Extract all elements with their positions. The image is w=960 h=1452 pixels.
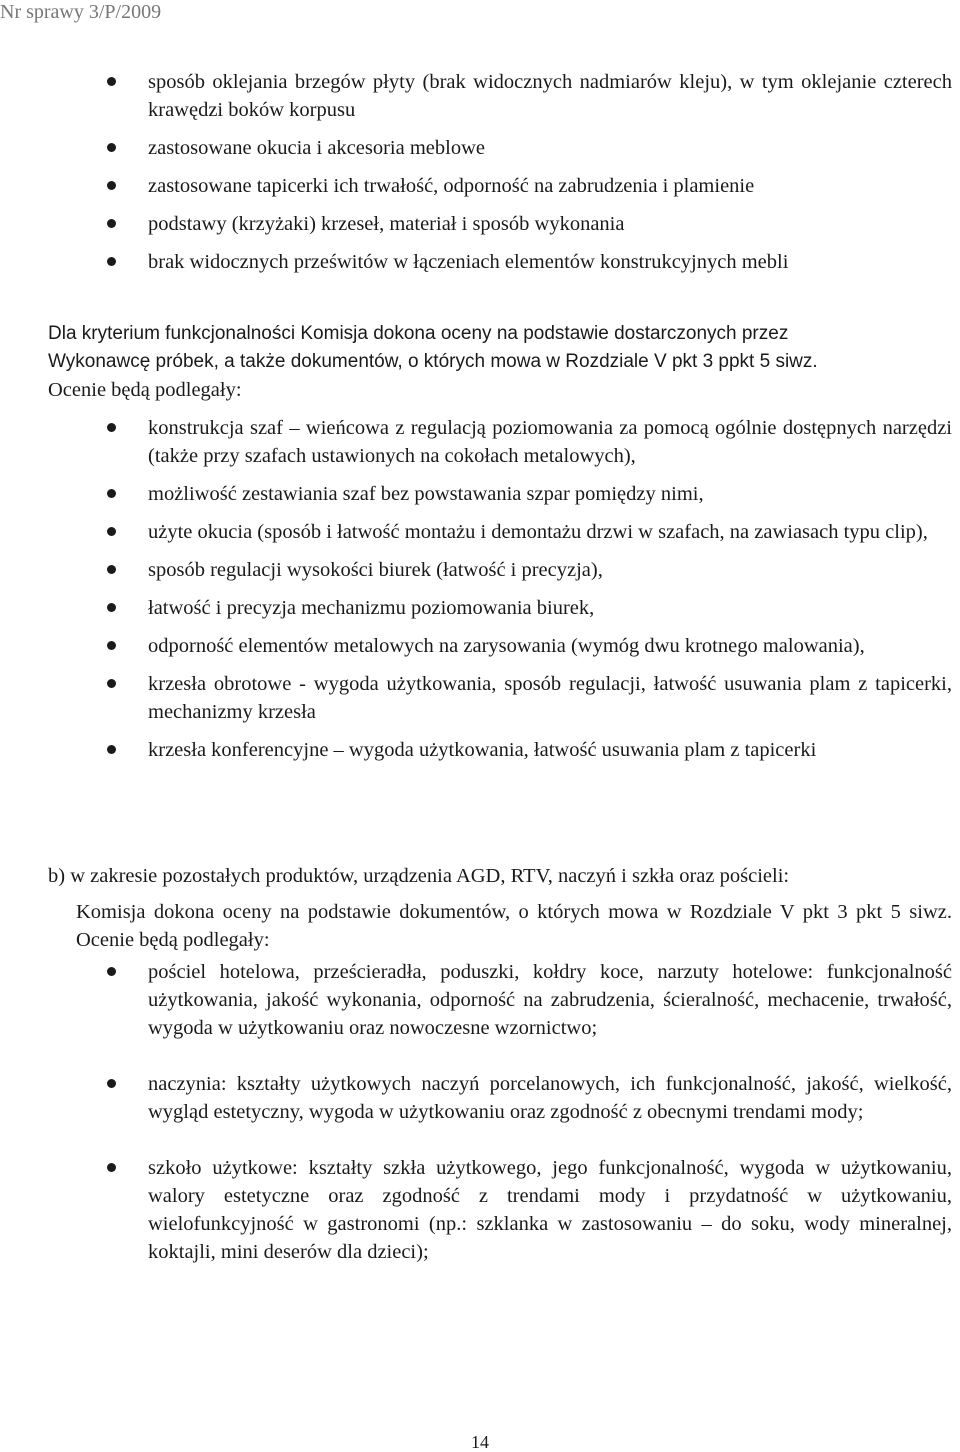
functionality-paragraph: Dla kryterium funkcjonalności Komisja dokona oceny na podstawie dostarczonych przez Wykonawcę próbek, a także dokumentów, o których mowa w Rozdziale V pkt 3 ppkt 5 siwz. Ocenie będą podlegały: — [48, 323, 818, 401]
criteria-list-1 — [0, 68, 960, 276]
list-item: sposób regulacji wysokości biurek (łatwość i precyzja), — [0, 556, 960, 584]
list-item: naczynia: kształty użytkowych naczyń porcelanowych, ich funkcjonalność, jakość, wielkość, wygląd estetyczny, wygoda w użytkowaniu oraz zgodność z obecnymi trendami mody; — [0, 1070, 960, 1126]
section-b-heading: b) w zakresie pozostałych produktów, urządzenia AGD, RTV, naczyń i szkła oraz pościeli: — [48, 865, 790, 887]
list-item: sposób oklejania brzegów płyty (brak widocznych nadmiarów kleju), w tym oklejanie czterech krawędzi boków korpusu — [0, 68, 960, 124]
criteria-list-2 — [0, 414, 960, 764]
bullet-icon — [107, 143, 116, 152]
bullet-icon — [107, 603, 116, 612]
list-item: podstawy (krzyżaki) krzeseł, materiał i sposób wykonania — [0, 210, 960, 238]
bullet-icon — [107, 527, 116, 536]
list-item: zastosowane tapicerki ich trwałość, odporność na zabrudzenia i plamienie — [0, 172, 960, 200]
list-item: krzesła konferencyjne – wygoda użytkowania, łatwość usuwania plam z tapicerki — [0, 736, 960, 764]
bullet-icon — [107, 967, 116, 976]
list-item: możliwość zestawiania szaf bez powstawania szpar pomiędzy nimi, — [0, 480, 960, 508]
list-item: brak widocznych prześwitów w łączeniach elementów konstrukcyjnych mebli — [0, 248, 960, 276]
bullet-icon — [107, 1079, 116, 1088]
list-item: łatwość i precyzja mechanizmu poziomowania biurek, — [0, 594, 960, 622]
page-number: 14 — [471, 1432, 489, 1452]
bullet-icon — [107, 489, 116, 498]
list-item: konstrukcja szaf – wieńcowa z regulacją poziomowania za pomocą ogólnie dostępnych narzędzi (także przy szafach ustawionych na cokołach metalowych), — [0, 414, 960, 470]
list-item: krzesła obrotowe - wygoda użytkowania, sposób regulacji, łatwość usuwania plam z tapicerki, mechanizmy krzesła — [0, 670, 960, 726]
list-item: użyte okucia (sposób i łatwość montażu i demontażu drzwi w szafach, na zawiasach typu clip), — [0, 518, 960, 546]
bullet-icon — [107, 257, 116, 266]
list-item: pościel hotelowa, prześcieradła, poduszki, kołdry koce, narzuty hotelowe: funkcjonalność użytkowania, jakość wykonania, odporność na zabrudzenia, ścieralność, mechacenie, trwałość, wygoda w użytkowaniu oraz nowoczesne wzornictwo; — [0, 958, 960, 1042]
list-item: zastosowane okucia i akcesoria meblowe — [0, 134, 960, 162]
bullet-icon — [107, 641, 116, 650]
bullet-icon — [107, 423, 116, 432]
criteria-list-3 — [0, 958, 960, 1266]
assessment-paragraph: Komisja dokona oceny na podstawie dokumentów, o których mowa w Rozdziale V pkt 3 pkt 5 siwz. Ocenie będą podlegały: — [76, 901, 952, 951]
list-item: szkoło użytkowe: kształty szkła użytkowego, jego funkcjonalność, wygoda w użytkowaniu, walory estetyczne oraz zgodność z trendami mody i przydatność w użytkowaniu, wielofunkcyjność w gastronomi (np.: szklanka w zastosowaniu – do soku, wody mineralnej, koktajli, mini deserów dla dzieci); — [0, 1154, 960, 1266]
case-number-header: Nr sprawy 3/P/2009 — [0, 1, 162, 23]
list-item: odporność elementów metalowych na zarysowania (wymóg dwu krotnego malowania), — [0, 632, 960, 660]
bullet-icon — [107, 181, 116, 190]
bullet-icon — [107, 745, 116, 754]
bullet-icon — [107, 679, 116, 688]
bullet-icon — [107, 77, 116, 86]
bullet-icon — [107, 219, 116, 228]
bullet-icon — [107, 565, 116, 574]
bullet-icon — [107, 1163, 116, 1172]
